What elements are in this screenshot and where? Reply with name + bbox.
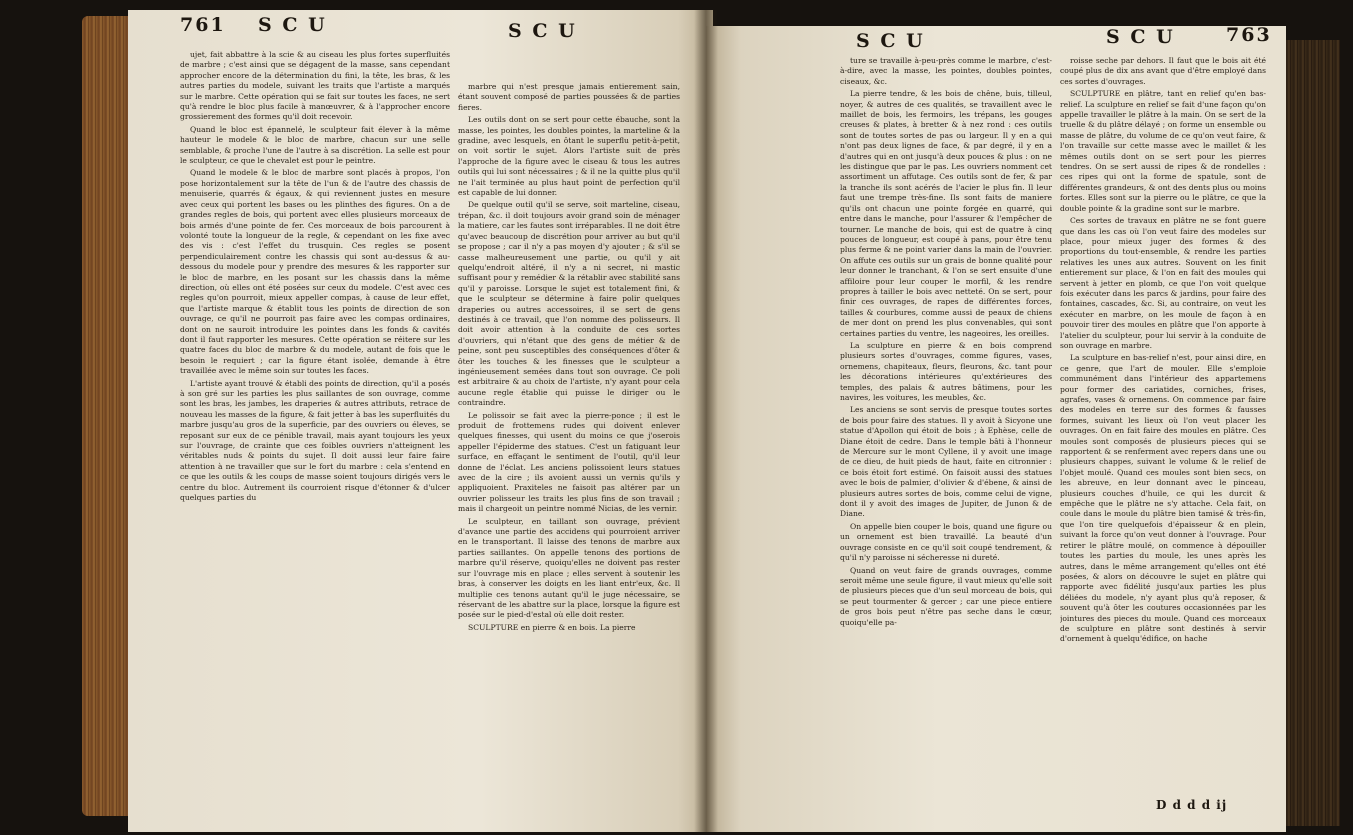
paragraph: Quand le modele & le bloc de marbre sont placés à propos, l'on pose horizontalement sur la tête de l'un & de l'autre des chassis de menuiserie, quarrés & égaux, & qui reviennent justes en mesure avec ceux qui portent les bases ou les plinthes des figures. On a de grandes regles de bois, qui portent avec elles plusieurs morceaux de bois armés d'une pointe de fer. Ces morceaux de bois parcourent à volonté toute la longueur de la regle, & cependant on les fixe avec des vis : c'est l'effet du trusquin. Ces regles se posent perpendiculairement contre les chassis qui sont au-dessus & au-dessous du modele pour y prendre des mesures & les rapporter sur le bloc de marbre, en les posant sur les chassis dans la même direction, où elles ont été posées sur ceux du modele. C'est avec ces regles qu'on pourroit, mieux appeller compas, à cause de leur effet, que l'artiste marque & établit tous les points de direction de son ouvrage, ce qu'il ne pourroit pas faire avec les compas ordinaires, dont on ne sauroit introduire les pointes dans les fonds & cavités dont il faut rapporter les mesures. Cette opération se réitere sur les quatre faces du bloc de marbre & du modele, autant de fois que le besoin le requiert ; car la figure étant isolée, demande à être travaillée avec le même soin sur toutes les faces. <box>180 168 450 376</box>
right-page-column-2 <box>1060 56 1266 796</box>
paragraph: L'artiste ayant trouvé & établi des points de direction, qu'il a posés à son gré sur les parties les plus saillantes de son ouvrage, comme sont les bras, les jambes, les draperies & autres attributs, retrace de nouveau les masses de la figure, & fait jetter à bas les superfluités du marbre jusqu'au gros de la superficie, par des ouvriers ou éleves, se reposant sur eux de ce pénible travail, mais ayant toujours les yeux sur l'ouvrage, de crainte que ces foibles ouvriers n'atteignent les véritables nuds & points du sujet. Il doit aussi leur faire faire attention à ne travailler que sur le fort du marbre : cela s'entend en ce que les outils & les coups de masse soient toujours dirigés vers le centre du bloc. Autrement ils courroient risque d'étonner & d'ulcer quelques parties du <box>180 378 450 503</box>
left-page-number: 761 <box>180 14 226 36</box>
paragraph: La pierre tendre, & les bois de chêne, buis, tilleul, noyer, & autres de ces qualités, se travaillent avec le maillet de bois, les fermoirs, les trépans, les gouges creuses & plates, à bretter & à nez rond : ces outils sont de toutes sortes de pas ou largeur. Il y en a qui n'ont pas deux lignes de face, & par degré, il y en a d'autres qui en ont jusqu'à deux pouces & plus : on ne les distingue que par le pas. Les ouvriers nomment cet assortiment un affutage. Ces outils sont de fer, & par la tranche ils sont acérés de l'acier le plus fin. Il leur faut une trempe très-fine. Ils sont faits de maniere qu'ils ont chacun une pointe forgée en quarré, qui entre dans le manche, pour l'assurer & l'empêcher de tourner. Le manche de bois, qui est de quatre à cinq pouces de longueur, est coupé à pans, pour être tenu plus ferme & ne point varier dans la main de l'ouvrier. On affute ces outils sur un grais de bonne qualité pour leur donner le tranchant, & l'on se sert ensuite d'une affiloire pour leur couper le morfil, & les rendre propres à tailler le bois avec netteté. On se sert, pour finir ces ouvrages, de rapes de différentes forces, tailles & courbures, comme aussi de peaux de chiens de mer dont on prend les plus convenables, qui sont certaines parties du ventre, les nageoires, les oreilles. <box>840 89 1052 338</box>
paragraph: ture se travaille à-peu-près comme le marbre, c'est-à-dire, avec la masse, les pointes, doubles pointes, ciseaux, &c. <box>840 56 1052 86</box>
right-page-number: 763 <box>1226 26 1272 46</box>
right-running-head-right: S C U <box>1106 26 1175 48</box>
paragraph: marbre qui n'est presque jamais entierement sain, étant souvent composé de parties poussées & de parties fieres. <box>458 82 680 112</box>
left-running-head-center: S C U <box>508 20 577 42</box>
paragraph: Les anciens se sont servis de presque toutes sortes de bois pour faire des statues. Il y avoit à Sicyone une statue d'Apollon qui étoit de bois ; à Ephèse, celle de Diane étoit de cedre. Dans le temple bâti à l'honneur de Mercure sur le mont Cyllene, il y avoit une image de ce dieu, de huit pieds de haut, faite en citronnier : ce bois étoit fort estimé. On faisoit aussi des statues avec le bois de palmier, d'olivier & d'ébene, & ainsi de plusieurs autres sortes de bois, comme celui de vigne, dont il y avoit des images de Jupiter, de Junon & de Diane. <box>840 405 1052 519</box>
paragraph: On appelle bien couper le bois, quand une figure ou un ornement est bien travaillé. La beauté d'un ouvrage consiste en ce qu'il soit coupé tendrement, & qu'il n'y paroisse ni sécheresse ni dureté. <box>840 521 1052 563</box>
right-page-column-1 <box>840 56 1052 802</box>
paragraph: Les outils dont on se sert pour cette ébauche, sont la masse, les pointes, les doubles pointes, la marteline & la gradine, avec lesquels, en ôtant le superflu petit-à-petit, on voit sortir le sujet. Alors l'artiste suit de près l'approche de la figure avec le ciseau & tous les autres outils qui lui sont nécessaires ; & il ne la quitte plus qu'il ne l'ait terminée au plus haut point de perfection qu'il est capable de lui donner. <box>458 115 680 198</box>
right-page <box>706 26 1286 832</box>
paragraph: roisse seche par dehors. Il faut que le bois ait été coupé plus de dix ans avant que d'être employé dans ces sortes d'ouvrages. <box>1060 56 1266 86</box>
left-page <box>128 10 713 832</box>
paragraph: Quand on veut faire de grands ouvrages, comme seroit même une seule figure, il vaut mieux qu'elle soit de plusieurs pieces que d'un seul morceau de bois, qui se peut tourmenter & gercer ; car une piece entiere de gros bois peut n'être pas seche dans le cœur, quoiqu'elle pa- <box>840 565 1052 627</box>
right-running-head-left: S C U <box>856 30 925 52</box>
open-book <box>88 10 1300 832</box>
paragraph: Quand le bloc est épannelé, le sculpteur fait élever à la même hauteur le modele & le bloc de marbre, chacun sur une selle semblable, & proche l'une de l'autre à sa discrétion. La selle est pour le sculpteur, ce que le chevalet est pour le peintre. <box>180 124 450 166</box>
paragraph: La sculpture en bas-relief n'est, pour ainsi dire, en ce genre, que l'art de mouler. Elle s'emploie communément dans l'intérieur des appartemens pour former des cariatides, corniches, frises, agrafes, vases & ornemens. On commence par faire des modeles en terre sur des formes & fausses formes, suivant les lieux où l'on veut placer les ouvrages. On en fait faire des moules en plâtre. Ces moules sont composés de plusieurs pieces qui se rapportent & se renferment avec repers dans une ou plusieurs chappes, suivant le volume & le relief de l'objet moulé. Quand ces moules sont bien secs, on les abreuve, en leur donnant avec le pinceau, plusieurs couches d'huile, ce qui les durcit & empêche que le plâtre ne s'y attache. Cela fait, on coule dans le moule du plâtre bien tamisé & très-fin, que l'on tire quelquefois d'épaisseur & en plein, suivant la force qu'on veut donner à l'ouvrage. Pour retirer le plâtre moulé, on commence à dépouiller toutes les parties du moule, les unes après les autres, dans le même arrangement qu'elles ont été posées, & alors on découvre le sujet en plâtre qui rapporte avec fidélité jusqu'aux parties les plus déliées du modele, n'y ayant plus qu'à reposer, & souvent qu'à ôter les coutures occasionnées par les jointures des pieces du moule. Quand ces morceaux de sculpture en plâtre sont destinés à servir d'ornement à quelqu'édifice, on hache <box>1060 353 1266 644</box>
left-running-head: S C U <box>258 14 327 36</box>
book-edge-right <box>1284 40 1340 826</box>
paragraph: SCULPTURE en pierre & en bois. La pierre <box>468 622 636 632</box>
paragraph: SCULPTURE en plâtre, tant en relief qu'en bas-relief. La sculpture en relief se fait d'une façon qu'on appelle travailler le plâtre à la main. On se sert de la truelle & du plâtre délayé ; on forme un ensemble ou masse de plâtre, du volume de ce qu'on veut faire, & l'on travaille sur cette masse avec le maillet & les mêmes outils dont on se sert pour les pierres tendres. On se sert aussi de ripes & de rondelles : ces ripes qui ont la forme de spatule, sont de différentes grandeurs, & ont des dents plus ou moins fortes. Elles sont sur la pierre ou le plâtre, ce que la double pointe & la gradine sont sur le marbre. <box>1060 89 1266 213</box>
paragraph: Ces sortes de travaux en plâtre ne se font guere que dans les cas où l'on veut faire des modeles sur place, pour mieux juger des formes & des proportions du tout-ensemble, & rendre les parties relatives les unes aux autres. Souvent on les finit entierement sur place, & l'on en fait des moules qui servent à jetter en plomb, ce que l'on voit quelque fois exécuter dans les parcs & jardins, pour faire des fontaines, cascades, &c. Si, au contraire, on veut les exécuter en marbre, on les moule de façon à en pouvoir tirer des moules en plâtre que l'on apporte à l'atelier du sculpteur, pour lui servir à la conduite de son ouvrage en marbre. <box>1060 216 1266 350</box>
left-page-column-2 <box>458 82 680 786</box>
signature-mark: D d d d ij <box>1156 798 1228 812</box>
paragraph: Le sculpteur, en taillant son ouvrage, prévient d'avance une partie des accidens qui pourroient arriver en le transportant. Il laisse des tenons de marbre aux parties saillantes. On appelle tenons des portions de marbre qu'il réserve, quoiqu'elles ne doivent pas rester sur l'ouvrage mis en place ; elles servent à soutenir les bras, à conserver les doigts en les liant entr'eux, &c. Il multiplie ces tenons autant qu'il le juge nécessaire, se réservant de les abattre sur la place, lorsque la figure est posée sur le pied-d'estal où elle doit rester. <box>458 516 680 620</box>
paragraph: ujet, fait abbattre à la scie & au ciseau les plus fortes superfluités de marbre ; c'est ainsi que se dégagent de la masse, sans cependant approcher encore de la détermination du fini, la tête, les bras, & les autres parties du modele, suivant les traits que l'artiste a marqués sur le marbre. Cette opération qui se fait sur toutes les faces, ne sert qu'à rendre le bloc plus facile à manœuvrer, & à l'approcher encore grossierement des formes qu'il doit recevoir. <box>180 50 450 122</box>
paragraph: Le polissoir se fait avec la pierre-ponce ; il est le produit de frottemens rudes qui doivent enlever quelques finesses, qui usent du moins ce que j'oserois appeller l'épiderme des statues. C'est un fatiguant leur surface, en effaçant le sentiment de l'outil, qu'il leur donne de l'éclat. Les anciens polissoient leurs statues avec de la cire ; ils avoient aussi un vernis qu'ils y appliquoient. Praxiteles ne faisoit pas altérer par un ouvrier polisseur les traits les plus fins de son travail ; mais il chargeoit un peintre nommé Nicias, de les vernir. <box>458 410 680 514</box>
book-spine <box>694 10 718 832</box>
paragraph: La sculpture en pierre & en bois comprend plusieurs sortes d'ouvrages, comme figures, vases, ornemens, chapiteaux, fleurs, fleurons, &c. tant pour les décorations intérieures qu'extérieures des temples, des palais & autres bâtimens, pour les navires, les voitures, les meubles, &c. <box>840 340 1052 402</box>
left-page-column-1 <box>180 50 450 790</box>
paragraph: De quelque outil qu'il se serve, soit marteline, ciseau, trépan, &c. il doit toujours avoir grand soin de ménager la matiere, car les fautes sont irréparables. Il ne doit être qu'avec beaucoup de discrétion pour arriver au but qu'il se propose ; car il n'y a pas moyen d'y ajouter ; & s'il se casse malheureusement une partie, ou qu'il y ait quelqu'endroit altéré, il n'y a ni secret, ni mastic suffisant pour y remédier & la rétablir avec stabilité sans qu'il y paroisse. Lorsque le sujet est totalement fini, & que le sculpteur se détermine à faire polir quelques draperies ou autres accessoires, il se sert de gens destinés à ce travail, que l'on nomme des polisseurs. Il doit avoir attention à la conduite de ces sortes d'ouvriers, qui n'étant que des gens de métier & de peine, sont peu susceptibles des conséquences d'ôter & ôter les touches & les finesses que le sculpteur a ingénieusement semées dans tout son ouvrage. Ce poli est arbitraire & au choix de l'artiste, n'y ayant pour cela aucune regle établie qui puisse le diriger ou le contraindre. <box>458 200 680 408</box>
